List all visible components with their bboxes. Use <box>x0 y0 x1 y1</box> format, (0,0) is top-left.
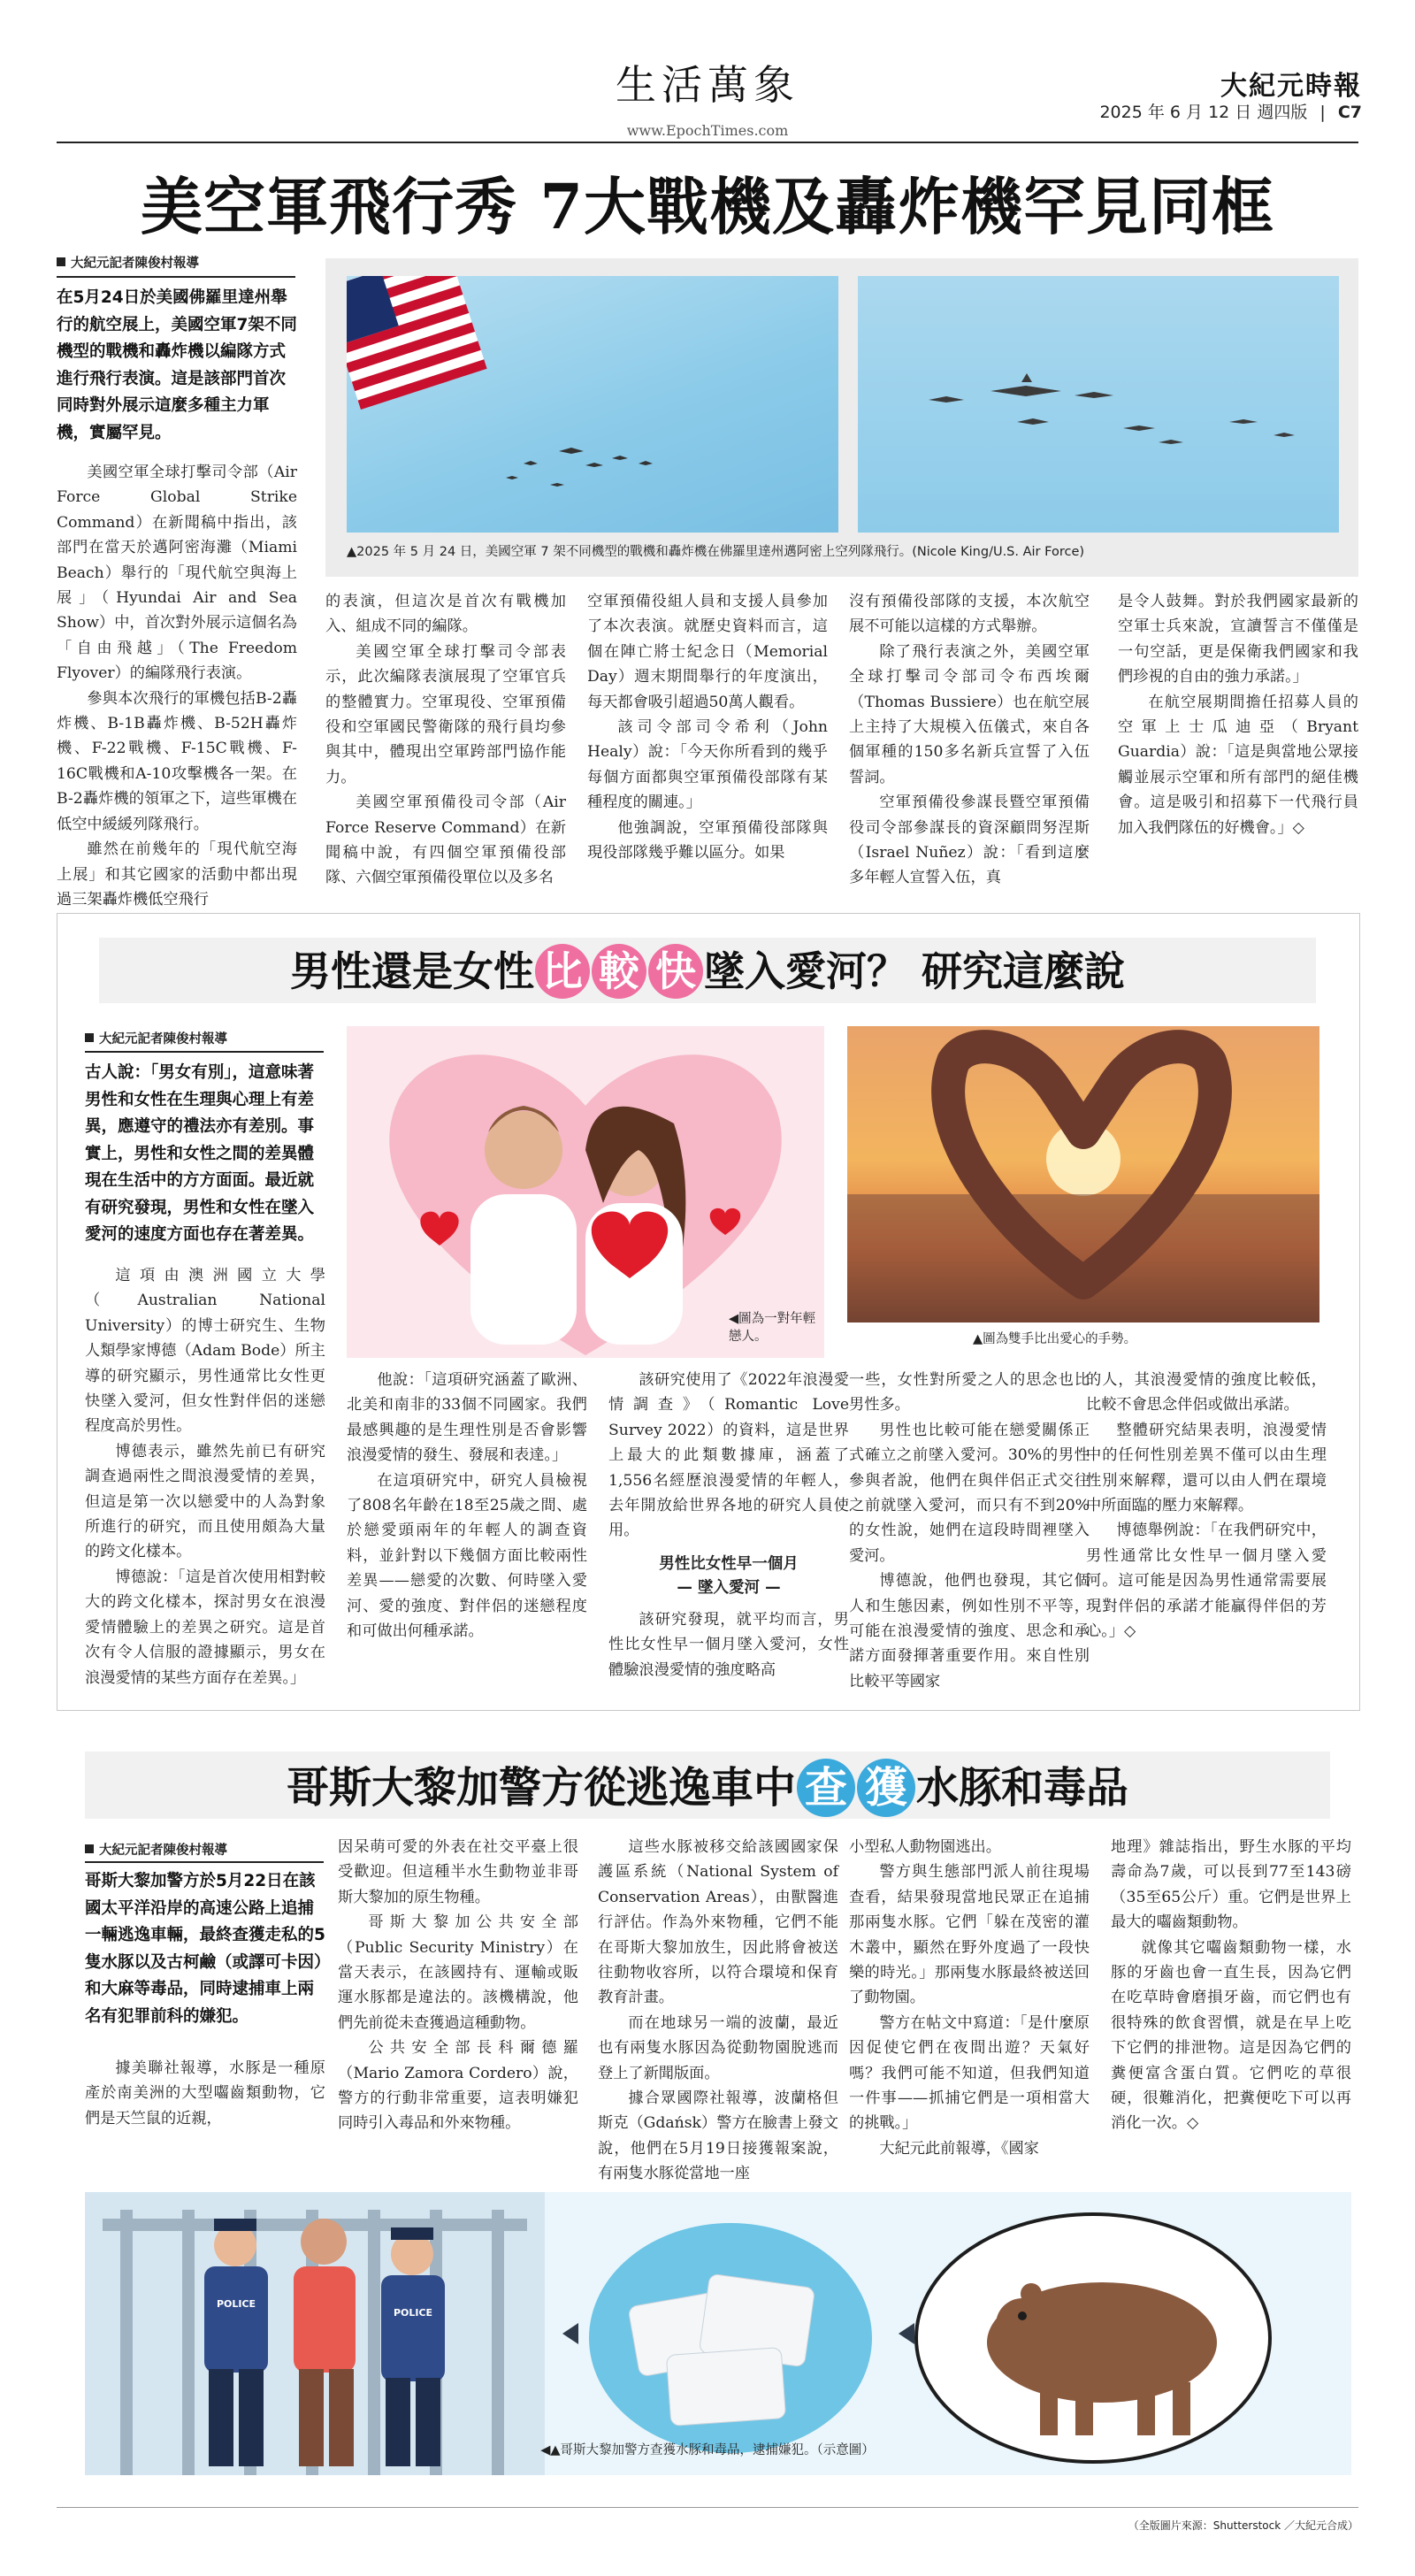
formation-illustration <box>858 276 1339 533</box>
love-subhead <box>608 1552 849 1600</box>
airshow-column-4 <box>849 589 1090 891</box>
article-love-lead: 古人說：「男女有別」，這意味著男性和女性在生理與心理上有差異，應遵守的禮法亦有差別。事實上，男性和女性之間的差異體現在生活中的方方面面。最近就有研究發現，男性和女性在墜入愛河的速度方面也存在著差異。 <box>85 1063 315 1244</box>
paragraph: 他說：「這項研究涵蓋了歐洲、北美和南非的33個不同國家。我們最感興趣的是生理性別是否會影響浪漫愛情的發生、發展和表達。」 <box>347 1371 587 1465</box>
police-badge-text: POLICE <box>393 2307 433 2319</box>
capybara-caption: ◀▲哥斯大黎加警方查獲水豚和毒品，逮捕嫌犯。（示意圖） <box>540 2443 875 2457</box>
capybara-column-3 <box>598 1835 838 2187</box>
image-credit: （全版圖片來源：Shutterstock ／大紀元合成） <box>1128 2519 1358 2532</box>
capybara-illustration-panel <box>85 2192 1351 2475</box>
couple-heart-illustration <box>347 1026 824 1358</box>
paragraph: 這項由澳洲國立大學（Australian National University）的博士研究生、生物人類學家博德（Adam Bode）所主導的研究顯示，男性通常比女性更快墜入愛河，但女性對伴侶的迷戀程度高於男性。 <box>85 1267 325 1436</box>
paragraph: 大紀元此前報導，《國家 <box>879 2139 1039 2158</box>
paragraph: 雖然在前幾年的「現代航空海上展」和其它國家的活動中都出現過三架轟炸機低空飛行 <box>57 840 297 908</box>
airshow-column-5 <box>1118 589 1358 840</box>
article-airshow-headline: 美空軍飛行秀 7大戰機及轟炸機罕見同框 <box>140 170 1275 243</box>
headline-circle-char: 較 <box>592 944 646 999</box>
capybara-column-4 <box>849 1835 1090 2161</box>
paragraph: 地理》雜誌指出，野生水豚的平均壽命為7歲，可以長到77至143磅（35至65公斤）重。它們是世界上最大的囓齒類動物。 <box>1111 1838 1351 1932</box>
paragraph: 警方與生態部門派人前往現場查看，結果發現當地民眾正在追捕那兩隻水豚。它們「躲在茂密的灌木叢中，顯然在野外度過了一段快樂的時光。」那兩隻水豚最終被送回了動物園。 <box>849 1863 1090 2007</box>
page-header <box>0 0 1415 139</box>
paragraph: 據美聯社報導，水豚是一種原產於南美洲的大型囓齒類動物，它們是天竺鼠的近親， <box>85 2059 325 2128</box>
article-capybara-lead: 哥斯大黎加警方於5月22日在該國太平洋沿岸的高速公路上追捕一輛逃逸車輛，最終查獲走私的5隻水豚以及古柯鹼（或譯可卡因）和大麻等毒品，同時逮捕車上兩名有犯罪前科的嫌犯。 <box>85 1872 325 2026</box>
paragraph: 據合眾國際社報導，波蘭格但斯克（Gdańsk）警方在臉書上發文說，他們在5月19日接獲報案說，有兩隻水豚從當地一座 <box>598 2089 838 2183</box>
couple-caption: ◀圖為一對年輕戀人。 <box>729 1312 816 1344</box>
headline-circle-char: 比 <box>535 944 590 999</box>
article-capybara-byline: 大紀元記者陳俊村報導 <box>85 1840 227 1859</box>
headline-circle-char: 獲 <box>857 1759 915 1817</box>
paragraph: 博德表示，雖然先前已有研究調查過兩性之間浪漫愛情的差異，但這是第一次以戀愛中的人為對象所進行的研究，而且使用頗為大量的跨文化樣本。 <box>85 1442 325 1561</box>
article-love-headline <box>0 939 1415 999</box>
couple-photo <box>347 1026 824 1358</box>
airshow-column-2 <box>325 589 566 891</box>
hands-caption: ▲圖為雙手比出愛心的手勢。 <box>973 1332 1137 1346</box>
capybara-column-2 <box>338 1835 578 2136</box>
paragraph: 就像其它囓齒類動物一樣，水豚的牙齒也會一直生長，因為它們在吃草時會磨損牙齒，而它們也有很特殊的飲食習慣，就是在早上吃下它們的排泄物。這是因為它們的糞便富含蛋白質。它們吃的草很硬，很難消化，把糞便吃下可以再消化一次。◇ <box>1111 1938 1351 2133</box>
paragraph: 整體研究結果表明，浪漫愛情中的任何性別差異不僅可以由生理性別來解釋，還可以由人們在環境中所面臨的壓力來解釋。 <box>1086 1421 1327 1515</box>
page-separator: | <box>1319 103 1326 122</box>
heart-hands-illustration <box>847 1026 1319 1322</box>
byline-rule <box>85 1861 324 1863</box>
paragraph: 參與本次飛行的軍機包括B-2轟炸機、B-1B轟炸機、B-52H轟炸機、F-22戰機、F-15C戰機、F-16C戰機和A-10攻擊機各一架。在B-2轟炸機的領軍之下，這些軍機在低空中緩緩列隊飛行。 <box>57 689 297 833</box>
paragraph: 該司令部司令希利（John Healy）說：「今天你所看到的幾乎每個方面都與空軍預備役部隊有某種程度的關連。」 <box>587 718 828 812</box>
flag-and-jets-illustration <box>347 276 838 533</box>
paragraph: 他強調說，空軍預備役部隊與現役部隊幾乎難以區分。如果 <box>587 818 828 862</box>
header-rule <box>57 142 1358 143</box>
paragraph: 美國空軍全球打擊司令部（Air Force Global Strike Command）在新聞稿中指出，該部門在當天於邁阿密海灘（Miami Beach）舉行的「現代航空與海上展」（Hyundai Air and Sea Show）中，首次對外展示這個名為「自由飛越」（The Freedom Flyover）的編隊飛行表演。 <box>57 464 297 683</box>
capybara-column-1 <box>85 2056 325 2131</box>
paragraph: 沒有預備役部隊的支援，本次航空展不可能以這樣的方式舉辦。 <box>849 593 1090 636</box>
airshow-photo-flag <box>347 276 838 533</box>
paragraph: 是令人鼓舞。對於我們國家最新的空軍士兵來說，宣讀誓言不僅僅是一句空話，更是保衛我們國家和我們珍視的自由的強力承諾。」 <box>1118 593 1358 686</box>
article-airshow-byline: 大紀元記者陳俊村報導 <box>57 253 199 272</box>
paragraph: 在這項研究中，研究人員檢視了808名年齡在18至25歲之間、處於戀愛頭兩年的年輕人的調查資料，並針對以下幾個方面比較兩性差異——戀愛的次數、何時墜入愛河、愛的強度、對伴侶的迷戀程度和可做出何種承諾。 <box>347 1471 587 1641</box>
paragraph: 的人，其浪漫愛情的強度比較低，比較不會思念伴侶或做出承諾。 <box>1086 1371 1327 1414</box>
site-url: www.EpochTimes.com <box>626 122 789 139</box>
airshow-column-1 <box>57 460 297 912</box>
headline-text: 哥斯大黎加警方從逃逸車中 <box>286 1763 796 1813</box>
paragraph: 哥斯大黎加公共安全部（Public Security Ministry）在當天表示，在該國持有、運輸或販運水豚都是違法的。該機構說，他們先前從未查獲過這種動物。 <box>338 1913 578 2032</box>
airshow-photo-formation <box>858 276 1339 533</box>
love-column-2 <box>347 1368 587 1644</box>
masthead-logo: 大紀元時報 <box>1220 71 1362 102</box>
arrest-drugs-capybara-illustration <box>85 2192 1351 2475</box>
headline-circle-char: 查 <box>797 1759 855 1817</box>
paragraph: 博德說，他們也發現，其它個人和生態因素，例如性別不平等，可能在浪漫愛情的強度、思念和承諾方面發揮著重要作用。來自性別比較平等國家 <box>849 1572 1090 1690</box>
date-text: 2025 年 6 月 12 日 週四版 <box>1099 103 1308 122</box>
paragraph: 美國空軍全球打擊司令部表示，此次編隊表演展現了空軍官兵的整體實力。空軍現役、空軍預備役和空軍國民警衛隊的飛行員均參與其中，體現出空軍跨部門協作能力。 <box>325 642 566 786</box>
headline-text: 墜入愛河？ 研究這麼說 <box>703 947 1125 995</box>
love-column-3 <box>608 1368 849 1683</box>
paragraph: 博德舉例說：「在我們研究中，男性通常比女性早一個月墜入愛河。這可能是因為男性通常需要展現對伴侶的承諾才能贏得伴侶的芳心。」◇ <box>1086 1522 1327 1641</box>
paragraph: 的表演，但這次是首次有戰機加入、組成不同的編隊。 <box>325 593 566 636</box>
paragraph: 男性也比較可能在戀愛關係正式確立之前墜入愛河。30%的男性參與者說，他們在與伴侶正式交往之前就墜入愛河，而只有不到20%的女性說，她們在這段時間裡墜入愛河。 <box>849 1421 1090 1565</box>
paragraph: 公共安全部長科爾德羅（Mario Zamora Cordero）說，警方的行動非常重要，這表明嫌犯同時引入毒品和外來物種。 <box>338 2039 578 2133</box>
paragraph: 博德說：「這是首次使用相對較大的跨文化樣本，探討男女在浪漫愛情體驗上的差異之研究。這是首次有令人信服的證據顯示，男女在浪漫愛情的某些方面存在差異。」 <box>85 1568 325 1687</box>
paragraph: 美國空軍預備役司令部（Air Force Reserve Command）在新聞稿中說，有四個空軍預備役部隊、六個空軍預備役單位以及多名 <box>325 794 566 887</box>
paragraph: 而在地球另一端的波蘭，最近也有兩隻水豚因為從動物園脫逃而登上了新聞版面。 <box>598 2013 838 2082</box>
paragraph: 該研究使用了《2022年浪漫愛情調查》（Romantic Love Survey 2022）的資料，這是世界上最大的此類數據庫，涵蓋了1,556名經歷浪漫愛情的年輕人，去年開放給世界各地的研究人員使用。 <box>608 1371 849 1540</box>
article-airshow-lead: 在5月24日於美國佛羅里達州舉行的航空展上，美國空軍7架不同機型的戰機和轟炸機以編隊方式進行飛行表演。這是該部門首次同時對外展示這麼多種主力軍機，實屬罕見。 <box>57 288 297 442</box>
headline-text: 男性還是女性 <box>289 947 534 995</box>
paragraph: 除了飛行表演之外，美國空軍全球打擊司令部司令布西埃爾（Thomas Bussiere）也在航空展上主持了大規模入伍儀式，來自各個軍種的150多名新兵宣誓了入伍誓詞。 <box>849 642 1090 786</box>
subhead-line: 男性比女性早一個月 <box>659 1554 799 1573</box>
byline-rule <box>85 1051 324 1053</box>
capybara-column-5 <box>1111 1835 1351 2136</box>
article-capybara-headline <box>0 1753 1415 1817</box>
love-column-5 <box>1086 1368 1327 1644</box>
issue-date <box>1099 99 1362 123</box>
paragraph: 在航空展期間擔任招募人員的空軍上士瓜迪亞（Bryant Guardia）說：「這是與當地公眾接觸並展示空軍和所有部門的絕佳機會。這是吸引和招募下一代飛行員加入我們隊伍的好機會。」◇ <box>1118 693 1358 837</box>
paragraph: 這些水豚被移交給該國國家保護區系統（National System of Conservation Areas），由獸醫進行評估。作為外來物種，它們不能在哥斯大黎加放生，因此將會被送往動物收容所，以符合環境和保育教育計畫。 <box>598 1838 838 2007</box>
airshow-photo-caption: ▲2025 年 5 月 24 日，美國空軍 7 架不同機型的戰機和轟炸機在佛羅里達州邁阿密上空列隊飛行。(Nicole King/U.S. Air Force) <box>347 545 1085 559</box>
headline-circle-char: 快 <box>648 944 703 999</box>
byline-rule <box>57 276 295 278</box>
paragraph: 小型私人動物園逃出。 <box>849 1838 1001 1856</box>
love-column-1 <box>85 1263 325 1690</box>
footer-rule <box>57 2507 1358 2508</box>
paragraph: 警方在帖文中寫道：「是什麼原因促使它們在夜間出遊？天氣好嗎？我們可能不知道，但我們知道一件事——抓捕它們是一項相當大的挑戰。」 <box>849 2013 1090 2133</box>
paragraph: 空軍預備役組人員和支援人員參加了本次表演。就歷史資料而言，這個在陣亡將士紀念日（Memorial Day）週末期間舉行的年度演出，每天都會吸引超過50萬人觀看。 <box>587 593 828 711</box>
police-badge-text: POLICE <box>216 2298 256 2310</box>
hands-photo <box>847 1026 1319 1322</box>
headline-text: 水豚和毒品 <box>916 1763 1129 1813</box>
airshow-column-3 <box>587 589 828 865</box>
section-title: 生活萬象 <box>616 61 799 109</box>
subhead-line: — 墜入愛河 — <box>677 1578 781 1597</box>
page-number: C7 <box>1337 103 1362 122</box>
paragraph: 空軍預備役參謀長暨空軍預備役司令部參謀長的資深顧問努涅斯（Israel Nuñez）說：「看到這麼多年輕人宣誓入伍，真 <box>849 794 1090 887</box>
paragraph: 該研究發現，就平均而言，男性比女性早一個月墜入愛河，女性體驗浪漫愛情的強度略高 <box>608 1610 849 1679</box>
article-love-byline: 大紀元記者陳俊村報導 <box>85 1029 227 1047</box>
love-column-4 <box>849 1368 1090 1694</box>
paragraph: 一些，女性對所愛之人的思念也比男性多。 <box>849 1371 1090 1414</box>
paragraph: 因呆萌可愛的外表在社交平臺上很受歡迎。但這種半水生動物並非哥斯大黎加的原生物種。 <box>338 1838 578 1906</box>
